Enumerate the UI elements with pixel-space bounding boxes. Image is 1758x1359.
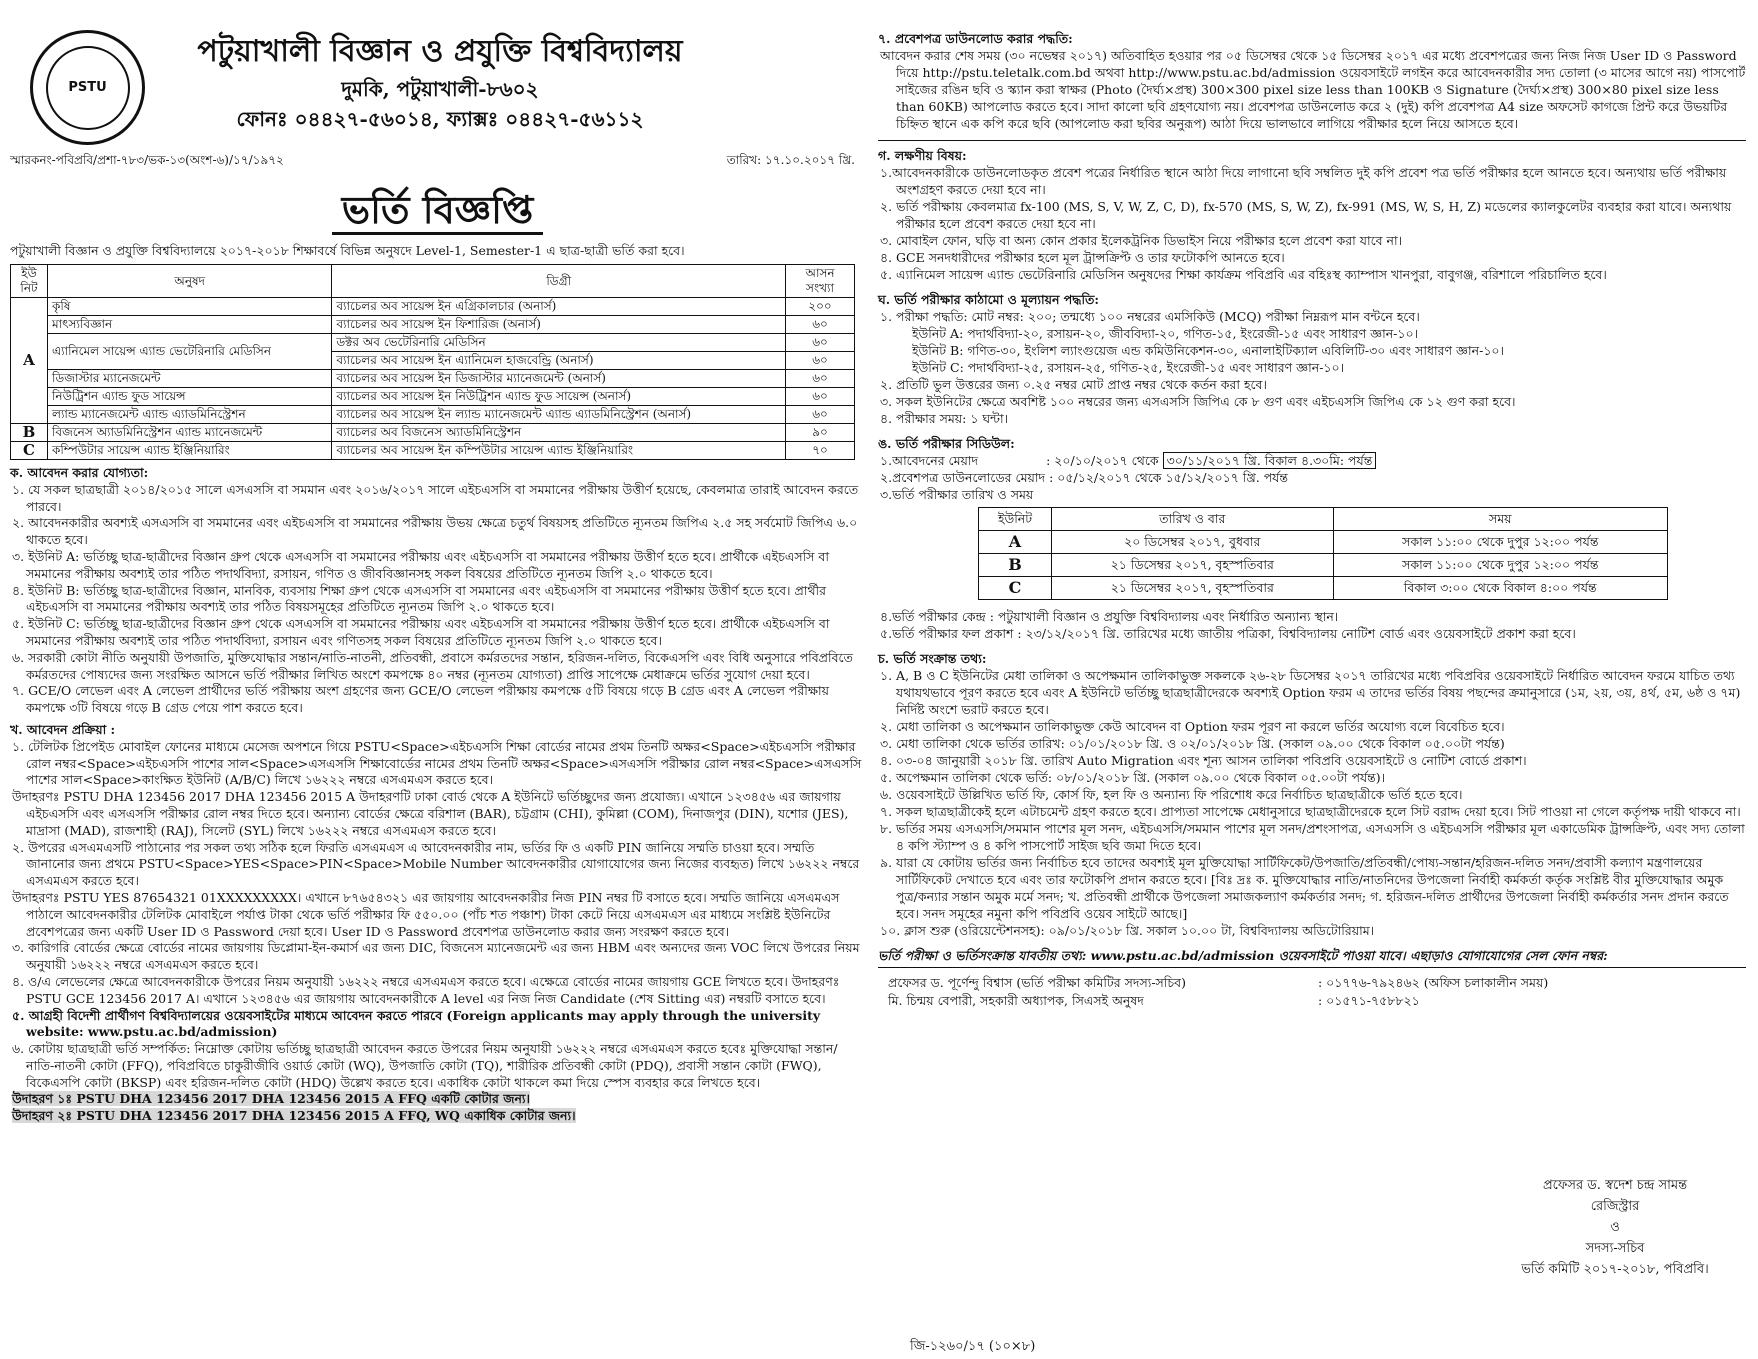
download-row	[878, 469, 1746, 486]
seat-header-degree: ডিগ্রী	[332, 265, 786, 298]
schedule-section	[878, 435, 1746, 642]
schedule-date: ২১ ডিসেম্বর ২০১৭, বৃহস্পতিবার	[1052, 554, 1334, 577]
list-item: ২. উপরের এসএমএসটি পাঠানোর পর সকল তথ্য সঠিক হলে ফিরতি এসএমএস এ আবেদনকারীর নাম, ভর্তির ফি ও একটি PIN জানিয়ে সম্মতি চাওয়া হবে। সম্মতি জানানোর জন্য প্রথমে PSTU<Space>YES<Space>PIN<Space>Mobile Number আবেদনকারীর যোগাযোগের জন্য নিজের ব্যবহৃত) লিখে ১৬২২২ নম্বরে এসএমএস করতে হবে।	[12, 839, 860, 889]
seat-header-unit: ইউ নিট	[11, 265, 48, 298]
notes-section	[878, 147, 1746, 283]
signatory-and: ও	[1610, 1220, 1620, 1235]
admit-card-title: ৭. প্রবেশপত্র ডাউনলোড করার পদ্ধতি:	[878, 31, 1073, 46]
table-row	[979, 577, 1668, 600]
signatory-role: রেজিস্ট্রার	[1590, 1199, 1640, 1214]
table-row	[11, 406, 855, 424]
deadline-value: : ২০/১০/২০১৭ থেকে	[1046, 453, 1159, 468]
eligibility-title: ক. আবেদন করার যোগ্যতা:	[10, 465, 149, 480]
list-item: ২. মেধা তালিকা ও অপেক্ষমান তালিকাভুক্ত কেউ আবেদন বা Option ফরম পূরণ না করলে ভর্তির অযোগ্য বলে বিবেচিত হবে।	[880, 719, 1505, 734]
list-item: ৩. মোবাইল ফোন, ঘড়ি বা অন্য কোন প্রকার ইলেকট্রনিক ডিভাইস নিয়ে পরীক্ষার হলে প্রবেশ করা যাবে না।	[880, 233, 1403, 248]
seat-table	[10, 264, 855, 460]
university-seal-icon	[30, 30, 145, 145]
list-item: ১.আবেদনকারীকে ডাউনলোডকৃত প্রবেশ পত্রের নির্ধারিত স্থানে আঠা দিয়ে লাগানো ছবি সম্বলিত দুই কপি প্রবেশ পত্র ভর্তি পরীক্ষার হলে আনতে হবে। অন্যথায় ভর্তি পরীক্ষায় অংশগ্রহণ করতে দেয়া হবে না।	[880, 165, 1727, 197]
schedule-table-header	[979, 508, 1668, 531]
deadline-label: ১.আবেদনের মেয়াদ	[880, 453, 979, 468]
degree-cell: ব্যাচেলর অব বিজনেস অ্যাডমিনিস্ট্রেশন	[332, 424, 786, 442]
list-item: ৫. আগ্রহী বিদেশী প্রার্থীগণ বিশ্ববিদ্যালয়ের ওয়েবসাইটের মাধ্যমে আবেদন করতে পারবে (Foreign applicants may apply through the university website: www.pstu.ac.bd/admission)	[12, 1007, 821, 1040]
datetime-label: ৩.ভর্তি পরীক্ষার তারিখ ও সময়	[880, 487, 1034, 502]
contact-section	[878, 947, 1746, 1010]
quota-example-2: উদাহরণ ২ঃ PSTU DHA 123456 2017 DHA 123456 2015 A FFQ, WQ একাধিক কোটার জন্য।	[12, 1108, 576, 1124]
seats-cell: ৬০	[786, 352, 855, 370]
list-item: ইউনিট C: পদার্থবিদ্যা-২৫, রসায়ন-২৫, গণিত-২৫, ইংরেজী-১৫ এবং সাধারণ জ্ঞান-১০।	[912, 360, 1345, 375]
list-item: ১. টেলিটক প্রিপেইড মোবাইল ফোনের মাধ্যমে মেসেজ অপশনে গিয়ে PSTU<Space>এইচএসসি শিক্ষা বোর্ডের নামের প্রথম তিনটি অক্ষর<Space>এইচএসসি পরীক্ষার রোল নম্বর<Space>এইচএসসি পাশের সাল<Space>এসএসসি শিক্ষাবোর্ডের নামের প্রথম তিনটি অক্ষর<Space>এসএসসি পরীক্ষার রোল নম্বর<Space>এসএসসি পাশের সাল<Space>কাংক্ষিত ইউনিট (A/B/C) লিখে ১৬২২২ নম্বরে এসএমএস করতে হবে।	[12, 738, 862, 788]
download-label: ২.প্রবেশপত্র ডাউনলোডের মেয়াদ	[880, 470, 1046, 485]
seats-cell: ৬০	[786, 316, 855, 334]
table-row	[11, 442, 855, 460]
seats-cell: ৯০	[786, 424, 855, 442]
schedule-title: ঙ. ভর্তি পরীক্ষার সিডিউল:	[878, 436, 1015, 451]
list-item: ৫. ইউনিট C: ভর্তিচ্ছু ছাত্র-ছাত্রীদের বিজ্ঞান গ্রুপ থেকে এসএসসি বা সমমানের পরীক্ষায় এবং এইচএসসি বা সমমানের পরীক্ষায় উত্তীর্ণ হতে হবে। প্রার্থীকে এইচএসসি বা সমমানের পরীক্ষায় অবশ্যই তার পঠিত পদার্থবিদ্যা, রসায়ন এবং গণিতসহ সকল বিষয়ের প্রতিটিতে ন্যূনতম জিপি ২.০ থাকতে হবে।	[12, 616, 830, 648]
faculty-cell: কৃষি	[48, 298, 332, 316]
degree-cell: ব্যাচেলর অব সায়েন্স ইন ফিশারিজ (অনার্স)	[332, 316, 786, 334]
notice-date: তারিখ: ১৭.১০.২০১৭ খ্রি.	[726, 153, 855, 167]
process-section	[10, 722, 865, 1125]
notes-title: গ. লক্ষণীয় বিষয়:	[878, 148, 967, 163]
list-item	[10, 1108, 865, 1125]
memo-row	[10, 152, 865, 172]
list-item: ৩. সকল ইউনিটের ক্ষেত্রে অবশিষ্ট ১০০ নম্বরের জন্য এসএসসি জিপিএ কে ৮ গুণ এবং এইচএসসি জিপিএ কে ১২ গুণ করা হবে।	[880, 394, 1516, 409]
faculty-cell: ল্যান্ড ম্যানেজমেন্ট এ্যান্ড এ্যাডমিনিস্ট্রেশন	[48, 406, 332, 424]
admission-info-title: চ. ভর্তি সংক্রান্ত তথ্য:	[878, 651, 987, 666]
memo-number: স্মারকনং-পবিপ্রবি/প্রশা-৭৮৩/ভক-১৩(অংশ-৬)/১৭/১৯৭২	[10, 153, 284, 167]
right-column	[878, 30, 1746, 1018]
schedule-header-unit: ইউনিট	[979, 508, 1052, 531]
university-phone: ফোনঃ ০৪৪২৭-৫৬০১৪, ফ্যাক্সঃ ০৪৪২৭-৫৬১১২	[236, 107, 644, 131]
faculty-cell: কম্পিউটার সায়েন্স এ্যান্ড ইঞ্জিনিয়ারিং	[48, 442, 332, 460]
list-item: ৮. ভর্তির সময় এসএসসি/সমমান পাশের মূল সনদ, এইচএসসি/সমমান পাশের মূল সনদ/প্রশংসাপত্র, এসএসসি ও এইচএসসি পরীক্ষার মূল একাডেমিক ট্রান্সক্রিপ্ট, এবং সদ্য তোলা ৪ কপি স্ট্যাম্প ও ৪ কপি পাসপোর্ট সাইজ ছবি জমা দিতে হবে।	[880, 821, 1745, 853]
degree-cell: ডক্টর অব ভেটেরিনারি মেডিসিন	[332, 334, 786, 352]
schedule-table	[978, 507, 1668, 600]
notice-title: ভর্তি বিজ্ঞপ্তি	[10, 184, 865, 236]
list-item: ৪. পরীক্ষার সময়: ১ ঘন্টা।	[880, 411, 1009, 426]
unit-cell: B	[11, 424, 48, 442]
contact-phone: : ০১৭৭৬-৭৯২৪৬২ (অফিস চলাকালীন সময়)	[1318, 975, 1549, 990]
faculty-cell: এ্যানিমেল সায়েন্স এ্যান্ড ভেটেরিনারি মেডিসিন	[48, 334, 332, 370]
list-item: ৭. সকল ছাত্রছাত্রীকেই হলে এটাচমেন্ট গ্রহণ করতে হবে। প্রাপ্যতা সাপেক্ষে মেধানুসারে ছাত্রছাত্রীদেরকে হলে সিট বরাদ্দ দেয়া হবে। সিট পাওয়া না গেলে কর্তৃপক্ষ দায়ী থাকবে না।	[880, 804, 1741, 819]
signatory-committee: ভর্তি কমিটি ২০১৭-২০১৮, পবিপ্রবি।	[1521, 1262, 1709, 1277]
schedule-header-time: সময়	[1333, 508, 1668, 531]
contact-phone: : ০১৫৭১-৭৫৮৮২১	[1318, 993, 1420, 1008]
list-item: ৪. ০৩-০৪ জানুয়ারী ২০১৮ খ্রি. তারিখ Auto Migration এবং শূন্য আসন তালিকা পবিপ্রবি ওয়েবসাইটে ও নোটিশ বোর্ডে প্রকাশ।	[880, 753, 1527, 768]
list-item: ৬. কোটায় ছাত্রছাত্রী ভর্তি সম্পর্কিত: নিম্নোক্ত কোটায় ভর্তিচ্ছু ছাত্রছাত্রী আবেদন করতে উপরের নিয়ম অনুযায়ী ১৬২২২ নম্বরে এসএমএস করতে হবেঃ মুক্তিযোদ্ধা সন্তান/নাতি-নাতনী কোটা (FFQ), পবিপ্রবিতে চাকুরীজীবি ওয়ার্ড কোটা (WQ), উপজাতি কোটা (TQ), শারীরিক প্রতিবন্ধী কোটা (PDQ), প্রবাসী সন্তান কোটা (FWQ), বিকেএসপি কোটা (BKSP) এবং হরিজন-দলিত কোটা (HDQ) উল্লেখ করতে হবে। একাধিক কোটা থাকলে কমা দিয়ে স্পেস ব্যবহার করে লিখতে হবে।	[12, 1041, 838, 1090]
table-row	[11, 334, 855, 352]
header	[10, 30, 865, 180]
signature-block	[1480, 1175, 1750, 1280]
table-row	[11, 298, 855, 316]
list-item: ১০. ক্লাস শুরু (ওরিয়েন্টেশনসহ): ০৯/০১/২০১৮ খ্রি. সকাল ১০.০০ টা, বিশ্ববিদ্যালয় অডিটোরিয়াম।	[880, 923, 1375, 938]
process-title: খ. আবেদন প্রক্রিয়া :	[10, 721, 116, 737]
list-item	[10, 1091, 865, 1108]
left-column	[10, 30, 865, 1125]
contact-row	[878, 992, 1746, 1010]
quota-example-1: উদাহরণ ১ঃ PSTU DHA 123456 2017 DHA 123456 2015 A FFQ একটি কোটার জন্য।	[12, 1091, 531, 1107]
list-item: ১. পরীক্ষা পদ্ধতি: মোট নম্বর: ২০০; তন্মধ্যে ১০০ নম্বরের এমসিকিউ (MCQ) পরীক্ষা নিম্নরূপ মান বন্টনে হবে।	[880, 309, 1420, 324]
contact-name: মি. চিন্ময় বেপারী, সহকারী অধ্যাপক, সিএসই অনুষদ	[888, 993, 1144, 1008]
schedule-time: বিকাল ৩:০০ থেকে বিকাল ৪:০০ পর্যন্ত	[1333, 577, 1668, 600]
contact-row	[878, 974, 1746, 992]
list-item: ৬. ওয়েবসাইটে উল্লিখিত ভর্তি ফি, কোর্স ফি, হল ফি ও অন্যান্য ফি পরিশোধ করে নির্বাচিত ছাত্রছাত্রীকে ভর্তি হতে হবে।	[880, 787, 1463, 802]
schedule-unit: A	[979, 531, 1052, 554]
contact-title: ভর্তি পরীক্ষা ও ভর্তিসংক্রান্ত যাবতীয় তথ্য: www.pstu.ac.bd/admission ওয়েবসাইটে পাওয়া যাবে। এছাড়াও যোগাযোগের সেল ফোন নম্বর:	[878, 947, 1746, 968]
degree-cell: ব্যাচেলর অব সায়েন্স ইন ডিজাস্টার ম্যানেজমেন্ট (অনার্স)	[332, 370, 786, 388]
list-item: ৪. ইউনিট B: ভর্তিচ্ছু ছাত্র-ছাত্রীদের বিজ্ঞান, মানবিক, ব্যবসায় শিক্ষা গ্রুপ থেকে এসএসসি বা সমমানের এবং এইচএসসি বা সমমানের পরীক্ষায় উত্তীর্ণ হতে হবে। প্রার্থীর এইচএসসি বা সমমানের পরীক্ষায় অবশ্যই তার পঠিত বিষয়সমূহের প্রতিটিতে ন্যূনতম জিপি ২.০ থাকতে হবে।	[12, 582, 826, 615]
signatory-name: প্রফেসর ড. স্বদেশ চন্দ্র সামন্ত	[1542, 1178, 1688, 1193]
table-row	[11, 388, 855, 406]
list-item: ৬. সরকারী কোটা নীতি অনুযায়ী উপজাতি, মুক্তিযোদ্ধার সন্তান/নাতি-নাতনী, প্রতিবন্ধী, প্রবাসে কর্মরতদের সন্তান, হরিজন-দলিত, বিকেএসপি এবং বিধি অনুসারে পবিপ্রবিতে কর্মরতদের পোষ্যদের জন্য সংরক্ষিত আসনে ভর্তি পরীক্ষার লিখিত অংশে কমপক্ষে ৪০ নম্বর (ন্যূনতম যোগ্যতা) প্রাপ্তি সাপেক্ষে মেধাক্রমে ভর্তির সুযোগ দেয়া হবে।	[12, 649, 853, 682]
contact-name: প্রফেসর ড. পূর্ণেন্দু বিশ্বাস (ভর্তি পরীক্ষা কমিটির সদস্য-সচিব)	[888, 975, 1186, 990]
list-item: ৯. যারা যে কোটায় ভর্তির জন্য নির্বাচিত হবে তাদের অবশ্যই মূল মুক্তিযোদ্ধা সার্টিফিকেট/উপজাতি/প্রতিবন্ধী/পোষ্য-সন্তান/হরিজন-দলিত সনদ/প্রবাসী কল্যাণ মন্ত্রণালয়ের সার্টিফিকেট দেখাতে হবে এবং তার ফটোকপি প্রদান করতে হবে। [বিঃ দ্রঃ ক. মুক্তিযোদ্ধার নাতি/নাতনিদের উপজেলা নির্বাহী কর্মকর্তা কর্তৃক সংশ্লিষ্ট বীর মুক্তিযোদ্ধার অমুক পুত্র/কন্যার সন্তান অমুক মর্মে সনদ; খ. প্রতিবন্ধী প্রার্থীকে উপজেলা সমাজকল্যাণ কর্মকর্তার সনদ; গ. হরিজন-দলিত প্রার্থীদের উপজেলা নির্বাহী কর্মকর্তার সনদ প্রদান করতে হবে। সনদ সমূহের নমুনা কপি পবিপ্রবি ওয়েব সাইটে আছে।]	[880, 855, 1729, 921]
faculty-cell: ডিজাস্টার ম্যানেজমেন্ট	[48, 370, 332, 388]
degree-cell: ব্যাচেলর অব সায়েন্স ইন এ্যানিমেল হাজবেন্ড্রি (অনার্স)	[332, 352, 786, 370]
degree-cell: ব্যাচেলর অব সায়েন্স ইন এগ্রিকালচার (অনার্স)	[332, 298, 786, 316]
degree-cell: ব্যাচেলর অব সায়েন্স ইন কম্পিউটার সায়েন্স এ্যান্ড ইঞ্জিনিয়ারিং	[332, 442, 786, 460]
unit-cell: C	[11, 442, 48, 460]
table-row	[979, 531, 1668, 554]
list-item: ২. আবেদনকারীর অবশ্যই এসএসসি বা সমমানের এবং এইচএসসি বা সমমানের পরীক্ষায় উভয় ক্ষেত্রে চতুর্থ বিষয়সহ প্রতিটিতে ন্যূনতম জিপিএ ২.৫ সহ সর্বমোট জিপিএ ৬.০ থাকতে হবে।	[12, 515, 858, 548]
university-address: দুমকি, পটুয়াখালী-৮৬০২	[341, 77, 539, 101]
university-name: পটুয়াখালী বিজ্ঞান ও প্রযুক্তি বিশ্ববিদ্যালয়	[197, 34, 683, 69]
footer-code: জি-১২৬০/১৭ (১০×৮)	[910, 1339, 1036, 1354]
schedule-time: সকাল ১১:০০ থেকে দুপুর ১২:০০ পর্যন্ত	[1333, 531, 1668, 554]
table-row	[979, 554, 1668, 577]
degree-cell: ব্যাচেলর অব সায়েন্স ইন ল্যান্ড ম্যানেজমেন্ট এ্যান্ড এ্যাডমিনিস্ট্রেশন (অনার্স)	[332, 406, 786, 424]
admit-card-text: আবেদন করার শেষ সময় (৩০ নভেম্বর ২০১৭) অতিবাহিত হওয়ার পর ০৫ ডিসেম্বর থেকে ১৫ ডিসেম্বর ২০১৭ এর মধ্যে প্রবেশপত্রের জন্য নিজ নিজ User ID ও Password দিয়ে http://pstu.teletalk.com.bd অথবা http://www.pstu.ac.bd/admission ওয়েবসাইটে লগইন করে আবেদনকারীর সদ্য তোলা (৩ মাসের আগে নয়) পাসপোর্ট সাইজের রঙিন ছবি ও স্ক্যান করা স্বাক্ষর (Photo (দৈর্ঘ্য×প্রস্থ) 300×300 pixel size less than 100KB ও Signature (দৈর্ঘ্য×প্রস্থ) 300×80 pixel size less than 60KB) আপলোড করতে হবে। সাদা কালো ছবি গ্রহণযোগ্য নয়। প্রবেশপত্র ডাউনলোড করে ২ (দুই) কপি প্রবেশপত্র A4 size অফসেট কাগজে প্রিন্ট করে উভয়টির চিহ্নিত স্থানে এক কপি করে ছবি (আপলোড করা ছবির অনুরূপ) আঠা দিয়ে ভালভাবে লাগিয়ে পরীক্ষার হলে নিয়ে আসতে হবে।	[880, 48, 1746, 131]
table-row	[11, 424, 855, 442]
table-row	[11, 370, 855, 388]
divider	[878, 140, 1746, 141]
download-value: : ০৫/১২/২০১৭ থেকে ১৫/১২/২০১৭ খ্রি. পর্যন্ত	[1049, 470, 1288, 485]
intro-text: পটুয়াখালী বিজ্ঞান ও প্রযুক্তি বিশ্ববিদ্যালয়ে ২০১৭-২০১৮ শিক্ষাবর্ষে বিভিন্ন অনুষদে Level-1, Semester-1 এ ছাত্র-ছাত্রী ভর্তি করা হবে।	[10, 243, 685, 258]
list-item: ৪. GCE সনদধারীদের পরীক্ষার হলে মূল ট্রান্সক্রিপ্ট ও তার ফটোকপি আনতে হবে।	[880, 250, 1285, 265]
faculty-cell: বিজনেস অ্যাডমিনিস্ট্রেশন এ্যান্ড ম্যানেজমেন্ট	[48, 424, 332, 442]
exam-structure-title: ঘ. ভর্তি পরীক্ষার কাঠামো ও মূল্যায়ন পদ্ধতি:	[878, 292, 1100, 307]
list-item: ৩. ইউনিট A: ভর্তিচ্ছু ছাত্র-ছাত্রীদের বিজ্ঞান গ্রুপ থেকে এসএসসি বা সমমানের পরীক্ষায় এবং এইচএসসি বা সমমানের পরীক্ষায় উত্তীর্ণ হতে হবে। প্রার্থীকে এইচএসসি বা সমমানের পরীক্ষায় অবশ্যই তার পঠিত পদার্থবিদ্যা, রসায়ন, গণিত ও জীববিজ্ঞানসহ সকল বিষয়ের প্রতিটিতে ন্যূনতম জিপি ২.০ থাকতে হবে।	[12, 548, 829, 581]
unit-cell: A	[11, 298, 48, 424]
result-publish: ৫.ভর্তি পরীক্ষার ফল প্রকাশ : ২৩/১২/২০১৭ খ্রি. তারিখের মধ্যে জাতীয় পত্রিকা, বিশ্ববিদ্যালয় নোটিশ বোর্ড এবং ওয়েবসাইটে প্রকাশ করা হবে।	[880, 626, 1576, 641]
list-item: ৩. মেধা তালিকা থেকে ভর্তির তারিখ: ০১/০১/২০১৮ খ্রি. ও ০২/০১/২০১৮ খ্রি. (সকাল ০৯.০০ থেকে বিকাল ০৫.০০টা পর্যন্ত)	[880, 736, 1505, 751]
exam-structure-section	[878, 291, 1746, 427]
table-row	[11, 316, 855, 334]
eligibility-section	[10, 465, 865, 717]
seats-cell: ৭০	[786, 442, 855, 460]
list-item: ইউনিট A: পদার্থবিদ্যা-২০, রসায়ন-২০, জীববিদ্যা-২০, গণিত-১৫, ইংরেজী-১৫ এবং সাধারণ জ্ঞান-১০।	[912, 326, 1419, 341]
list-item: ৪. ও/এ লেভেলের ক্ষেত্রে আবেদনকারীকে উপরের নিয়ম অনুযায়ী ১৬২২২ নম্বরে এসএমএস করতে হবে। এক্ষেত্রে বোর্ডের নামের জায়গায় GCE লিখতে হবে। উদাহরণঃ PSTU GCE 123456 2017 A। এখানে ১২৩৪৫৬ এর জায়গায় আবেদনকারীকে A level এর নিজ নিজ Candidate (শেষ Sitting এর) নম্বরটি বসাতে হবে।	[12, 973, 840, 1006]
seats-cell: ৬০	[786, 406, 855, 424]
header-text	[180, 30, 700, 134]
list-item: ২. ভর্তি পরীক্ষায় কেবলমাত্র fx-100 (MS, S, V, W, Z, C, D), fx-570 (MS, S, W, Z), fx-991 (MS, W, S, H, Z) মডেলের ক্যালকুলেটর ব্যবহার করা যাবে। অন্যথায় পরীক্ষার হলে প্রবেশ করতে দেয়া হবে না।	[880, 199, 1732, 231]
seat-table-header	[11, 265, 855, 298]
list-item: ৫. এ্যানিমেল সায়েন্স এ্যান্ড ভেটেরিনারি মেডিসিন অনুষদের শিক্ষা কার্যক্রম পবিপ্রবি এর বহিঃস্থ ক্যাম্পাস খানপুরা, বাবুগঞ্জ, বরিশালে পরিচালিত হবে।	[880, 267, 1607, 282]
deadline-row	[878, 452, 1746, 469]
list-item: ইউনিট B: গণিত-৩০, ইংলিশ ল্যাংগুয়েজ এন্ড কমিউনিকেশন-৩০, এনালাইটিক্যাল এবিলিটি-৩০ এবং সাধারণ জ্ঞান-১০।	[912, 343, 1505, 358]
seats-cell: ৬০	[786, 370, 855, 388]
list-item: উদাহরণঃ PSTU YES 87654321 01XXXXXXXXX। এখানে ৮৭৬৫৪৩২১ এর জায়গায় আবেদনকারীর নিজ PIN নম্বর টি বসাতে হবে। সম্মতি জানিয়ে এসএমএস পাঠালে আবেদনকারীর টেলিটক মোবাইলে পর্যাপ্ত টাকা থেকে ভর্তি পরীক্ষার ফি ৫৫০.০০ (পাঁচ শত পঞ্চাশ) টাকা কেটে নিয়ে এসএমএস এর মাধ্যমে সংশ্লিষ্ট ইউনিটের প্রবেশপত্রের জন্য একটি User ID ও Password দেয়া হবে। User ID ও Password প্রবেশপত্র ডাউনলোড করার জন্য সংরক্ষণ করতে হবে।	[12, 889, 840, 939]
seat-header-faculty: অনুষদ	[48, 265, 332, 298]
list-item: ৭. GCE/O লেভেল এবং A লেভেল প্রার্থীদের ভর্তি পরীক্ষায় অংশ গ্রহণের জন্য GCE/O লেভেল পরীক্ষায় কমপক্ষে ৫টি বিষয়ে গড়ে B গ্রেড এবং A লেভেল পরীক্ষায় কমপক্ষে ৩টি বিষয়ে গড়ে B গ্রেড পেয়ে পাশ করতে হবে।	[12, 683, 829, 716]
admission-info-section	[878, 650, 1746, 939]
schedule-date: ২১ ডিসেম্বর ২০১৭, বৃহস্পতিবার	[1052, 577, 1334, 600]
seats-cell: ৬০	[786, 388, 855, 406]
exam-center: ৪.ভর্তি পরীক্ষার কেন্দ্র : পটুয়াখালী বিজ্ঞান ও প্রযুক্তি বিশ্ববিদ্যালয় এবং নির্ধারিত অন্যান্য স্থান।	[880, 609, 1339, 624]
schedule-date: ২০ ডিসেম্বর ২০১৭, বুধবার	[1052, 531, 1334, 554]
seat-header-seats: আসন সংখ্যা	[786, 265, 855, 298]
schedule-time: সকাল ১১:০০ থেকে দুপুর ১২:০০ পর্যন্ত	[1333, 554, 1668, 577]
faculty-cell: নিউট্রিশন এ্যান্ড ফুড সায়েন্স	[48, 388, 332, 406]
list-item: ২. প্রতিটি ভুল উত্তরের জন্য ০.২৫ নম্বর মোট প্রাপ্ত নম্বর থেকে কর্তন করা হবে।	[880, 377, 1267, 392]
seal-text: PSTU	[46, 46, 130, 130]
faculty-cell: মাৎস্যবিজ্ঞান	[48, 316, 332, 334]
schedule-unit: B	[979, 554, 1052, 577]
seats-cell: ২০০	[786, 298, 855, 316]
deadline-box: ৩০/১১/২০১৭ খ্রি. বিকাল ৪.৩০মি: পর্যন্ত	[1163, 452, 1377, 469]
degree-cell: ব্যাচেলর অব সায়েন্স ইন নিউট্রিশন এ্যান্ড ফুড সায়েন্স (অনার্স)	[332, 388, 786, 406]
list-item: ১. A, B ও C ইউনিটের মেধা তালিকা ও অপেক্ষমান তালিকাভুক্ত সকলকে ২৬-২৮ ডিসেম্বর ২০১৭ তারিখের মধ্যে পবিপ্রবির ওয়েবসাইটে নির্ধারিত আবেদন ফরমে যাচিত তথ্য যথাযথভাবে পূরণ করতে হবে এবং A ইউনিটে ভর্তিচ্ছু ছাত্রছাত্রীদেরকে অবশ্যই Option ফরম এ তাদের ভর্তির বিষয় পছন্দের ক্রমানুসারে (১ম, ২য়, ৩য়, ৪র্থ, ৫ম, ৬ষ্ঠ ও ৭ম) নির্দিষ্ট অংশে ভরাট করতে হবে।	[880, 668, 1741, 717]
schedule-header-date: তারিখ ও বার	[1052, 508, 1334, 531]
list-item: ১. যে সকল ছাত্রছাত্রী ২০১৪/২০১৫ সালে এসএসসি বা সমমান এবং ২০১৬/২০১৭ সালে এইচএসসি বা সমমানের পরীক্ষায় উত্তীর্ণ হয়েছে, কেবলমাত্র তারাই আবেদন করতে পারবে।	[12, 481, 859, 514]
admit-card-section	[878, 30, 1746, 132]
seats-cell: ৬০	[786, 334, 855, 352]
signatory-role: সদস্য-সচিব	[1585, 1241, 1645, 1256]
list-item: ৩. কারিগরি বোর্ডের ক্ষেত্রে বোর্ডের নামের জায়গায় ডিপ্লোমা-ইন-কমার্স এর জন্য DIC, বিজনেস ম্যানেজমেন্ট এর জন্য HBM এবং অন্যদের জন্য VOC লিখে উপরের নিয়ম অনুযায়ী ১৬২২২ নম্বরে এসএমএস করতে হবে।	[12, 940, 860, 973]
list-item: ৫. অপেক্ষমান তালিকা থেকে ভর্তি: ০৮/০১/২০১৮ খ্রি. (সকাল ০৯.০০ থেকে বিকাল ০৫.০০টা পর্যন্ত)।	[880, 770, 1386, 785]
list-item: উদাহরণঃ PSTU DHA 123456 2017 DHA 123456 2015 A উদাহরণটি ঢাকা বোর্ড থেকে A ইউনিটে ভর্তিচ্ছুদের জন্য প্রযোজ্য। এখানে ১২৩৪৫৬ এর জায়গায় এইচএসসি এবং এসএসসি পরীক্ষার রোল নম্বর দিতে হবে। অন্যান্য বোর্ডের ক্ষেত্রে বরিশাল (BAR), চট্টগ্রাম (CHI), কুমিল্লা (COM), দিনাজপুর (DIN), যশোর (JES), মাদ্রাসা (MAD), রাজশাহী (RAJ), সিলেট (SYL) লিখে ১৬২২২ নম্বরে এসএমএস করতে হবে।	[12, 789, 849, 838]
schedule-unit: C	[979, 577, 1052, 600]
